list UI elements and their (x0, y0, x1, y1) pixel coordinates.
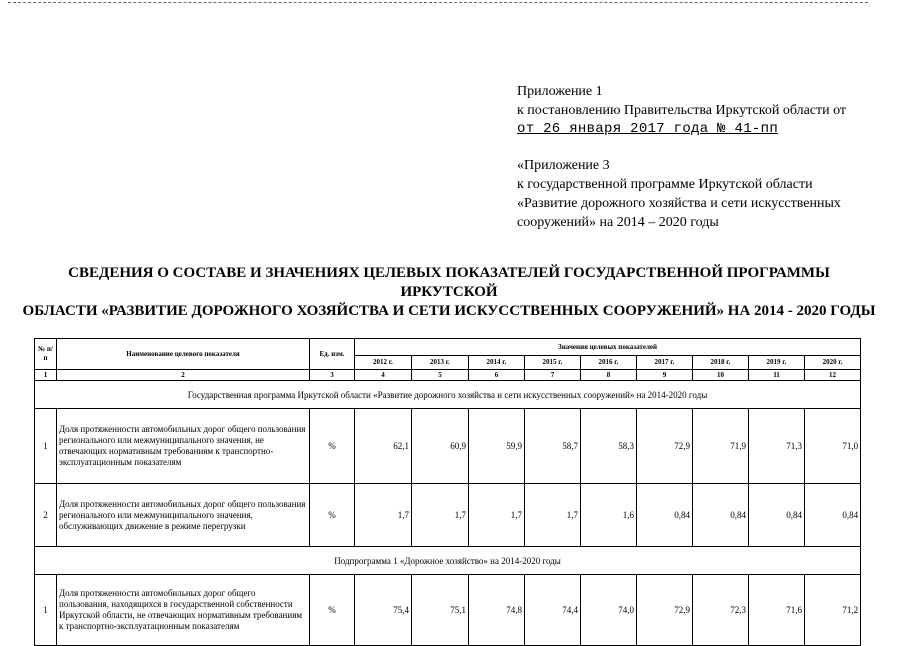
appendix-3-block (517, 156, 857, 232)
table-row (35, 575, 861, 646)
header-year: 2019 г. (749, 356, 805, 370)
indicator-unit: % (310, 575, 355, 646)
column-number: 4 (355, 370, 412, 381)
header-year: 2012 г. (355, 356, 412, 370)
appendix-1-date-stamp: от 26 января 2017 года № 41-пп (517, 121, 779, 137)
header-year: 2018 г. (693, 356, 749, 370)
indicator-value: 1,7 (412, 484, 469, 547)
header-year: 2017 г. (637, 356, 693, 370)
appendix-3-line-3: «Развитие дорожного хозяйства и сети искусственных (517, 196, 841, 211)
column-number: 7 (525, 370, 581, 381)
indicator-value: 71,6 (749, 575, 805, 646)
indicator-value: 0,84 (693, 484, 749, 547)
row-number: 1 (35, 575, 57, 646)
document-title (20, 264, 878, 321)
header-values: Значения целевых показателей (355, 339, 861, 356)
header-year: 2013 г. (412, 356, 469, 370)
indicator-value: 74,0 (581, 575, 637, 646)
table-row (35, 409, 861, 484)
column-number: 12 (805, 370, 861, 381)
indicator-value: 60,9 (412, 409, 469, 484)
appendix-1-reference: к постановлению Правительства Иркутской области от (517, 103, 847, 118)
indicator-value: 1,7 (469, 484, 525, 547)
indicator-value: 0,84 (805, 484, 861, 547)
column-number: 3 (310, 370, 355, 381)
appendix-3-title: «Приложение 3 (517, 158, 610, 173)
column-number: 8 (581, 370, 637, 381)
indicator-value: 74,4 (525, 575, 581, 646)
table-row (35, 484, 861, 547)
indicators-table (34, 338, 861, 646)
indicator-value: 75,4 (355, 575, 412, 646)
indicator-value: 72,9 (637, 575, 693, 646)
indicator-value: 1,7 (525, 484, 581, 547)
column-number: 6 (469, 370, 525, 381)
appendix-3-line-2: к государственной программе Иркутской области (517, 177, 813, 192)
column-number: 2 (57, 370, 310, 381)
section-row-subprogram (35, 547, 861, 575)
indicator-value: 71,0 (805, 409, 861, 484)
indicator-name: Доля протяженности автомобильных дорог общего пользования регионального или межмуниципального значения, не отвечающих нормативным требованиям к транспортно-эксплуатационным показателям (57, 409, 310, 484)
document-title-line-2: ОБЛАСТИ «РАЗВИТИЕ ДОРОЖНОГО ХОЗЯЙСТВА И СЕТИ ИСКУССТВЕННЫХ СООРУЖЕНИЙ» НА 2014 - 2020 ГОДЫ (22, 303, 876, 319)
header-number: № п/п (35, 339, 57, 370)
row-number: 2 (35, 484, 57, 547)
column-number: 1 (35, 370, 57, 381)
section-title: Государственная программа Иркутской области «Развитие дорожного хозяйства и сети искусственных сооружений» на 2014-2020 годы (35, 381, 861, 409)
appendix-1-title: Приложение 1 (517, 84, 603, 99)
indicator-value: 71,2 (805, 575, 861, 646)
indicator-value: 59,9 (469, 409, 525, 484)
column-number: 11 (749, 370, 805, 381)
appendix-1-block (517, 82, 846, 139)
column-number: 5 (412, 370, 469, 381)
header-year: 2016 г. (581, 356, 637, 370)
indicator-name: Доля протяженности автомобильных дорог общего пользования регионального или межмуниципального значения, обслуживающих движение в режиме перегрузки (57, 484, 310, 547)
section-title: Подпрограмма 1 «Дорожное хозяйство» на 2014-2020 годы (35, 547, 861, 575)
indicator-value: 0,84 (749, 484, 805, 547)
indicator-value: 1,7 (355, 484, 412, 547)
document-title-line-1: СВЕДЕНИЯ О СОСТАВЕ И ЗНАЧЕНИЯХ ЦЕЛЕВЫХ ПОКАЗАТЕЛЕЙ ГОСУДАРСТВЕННОЙ ПРОГРАММЫ ИРКУТСКОЙ (68, 265, 830, 300)
row-number: 1 (35, 409, 57, 484)
indicator-value: 58,7 (525, 409, 581, 484)
indicator-value: 71,3 (749, 409, 805, 484)
indicator-unit: % (310, 409, 355, 484)
scan-top-edge (8, 2, 868, 3)
header-indicator-name: Наименование целевого показателя (57, 339, 310, 370)
indicator-unit: % (310, 484, 355, 547)
column-number: 10 (693, 370, 749, 381)
indicator-value: 62,1 (355, 409, 412, 484)
table-header-row (35, 339, 861, 356)
indicator-name: Доля протяженности автомобильных дорог общего пользования, находящихся в государственной собственности Иркутской области, не отвечающих нормативным требованиям к транспортно-эксплуатационным показателям (57, 575, 310, 646)
header-year: 2015 г. (525, 356, 581, 370)
header-unit: Ед. изм. (310, 339, 355, 370)
column-number: 9 (637, 370, 693, 381)
indicator-value: 58,3 (581, 409, 637, 484)
indicator-value: 0,84 (637, 484, 693, 547)
indicator-value: 71,9 (693, 409, 749, 484)
header-year: 2020 г. (805, 356, 861, 370)
indicator-value: 74,8 (469, 575, 525, 646)
indicator-value: 72,3 (693, 575, 749, 646)
indicator-value: 72,9 (637, 409, 693, 484)
section-row-program (35, 381, 861, 409)
header-year: 2014 г. (469, 356, 525, 370)
indicator-value: 1,6 (581, 484, 637, 547)
indicator-value: 75,1 (412, 575, 469, 646)
column-numbers-row (35, 370, 861, 381)
appendix-3-line-4: сооружений» на 2014 – 2020 годы (517, 215, 719, 230)
